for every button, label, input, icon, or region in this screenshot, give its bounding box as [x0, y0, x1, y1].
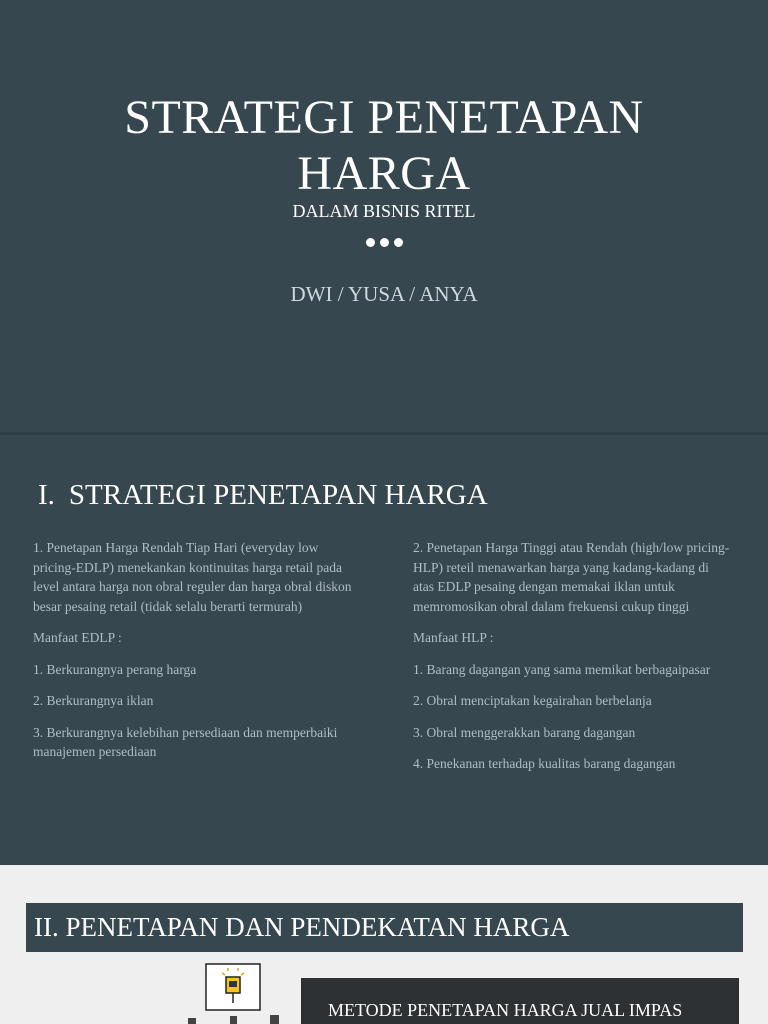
list-item: 3. Obral menggerakkan barang dagangan [413, 724, 636, 740]
hlp-intro: 2. Penetapan Harga Tinggi atau Rendah (high/low pricing-HLP) reteil menawarkan harga yang kadang-kadang di atas EDLP pesaing dengan memakai iklan untuk memromosikan obral dalam frekuensi cukup tinggi [413, 540, 730, 614]
method-box [301, 978, 739, 1024]
ellipsis-dots-icon [0, 238, 768, 247]
method-title: METODE PENETAPAN HARGA JUAL IMPAS [328, 1000, 683, 1020]
section-heading [38, 479, 488, 512]
pricing-approach-slide [0, 865, 768, 1024]
list-item: 1. Barang dagangan yang sama memikat berbagaipasar [413, 661, 711, 677]
hlp-benefit-label: Manfaat HLP : [413, 630, 494, 645]
section-heading-bar [26, 903, 743, 952]
section-number: I. [38, 479, 55, 511]
dot-icon [380, 238, 389, 247]
list-item: 2. Obral menciptakan kegairahan berbelanja [413, 693, 652, 708]
organization-chart-illustration [180, 963, 290, 1024]
section-title: II. PENETAPAN DAN PENDEKATAN HARGA [34, 912, 570, 942]
title-line-2: HARGA [297, 147, 471, 200]
edlp-intro: 1. Penetapan Harga Rendah Tiap Hari (everyday low pricing-EDLP) menekankan kontinuitas harga retail pada level antara harga non obral reguler dan harga obral diskon besar pesaing retail (tidak selalu berarti termurah) [33, 540, 352, 614]
section-title: STRATEGI PENETAPAN HARGA [68, 479, 488, 511]
title-line-1: STRATEGI PENETAPAN [124, 91, 644, 144]
dot-icon [394, 238, 403, 247]
title-slide [0, 0, 768, 435]
edlp-benefit-label: Manfaat EDLP : [33, 630, 122, 645]
dot-icon [366, 238, 375, 247]
list-item: 2. Berkurangnya iklan [33, 693, 154, 708]
list-item: 3. Berkurangnya kelebihan persediaan dan memperbaiki manajemen persediaan [33, 724, 338, 759]
edlp-column [33, 538, 363, 774]
hlp-column [413, 538, 733, 786]
strategy-slide [0, 435, 768, 865]
presentation-subtitle: DALAM BISNIS RITEL [292, 201, 476, 221]
presentation-title [0, 90, 768, 202]
list-item: 1. Berkurangnya perang harga [33, 661, 197, 677]
authors-line: DWI / YUSA / ANYA [290, 282, 478, 306]
list-item: 4. Penekanan terhadap kualitas barang dagangan [413, 756, 676, 771]
